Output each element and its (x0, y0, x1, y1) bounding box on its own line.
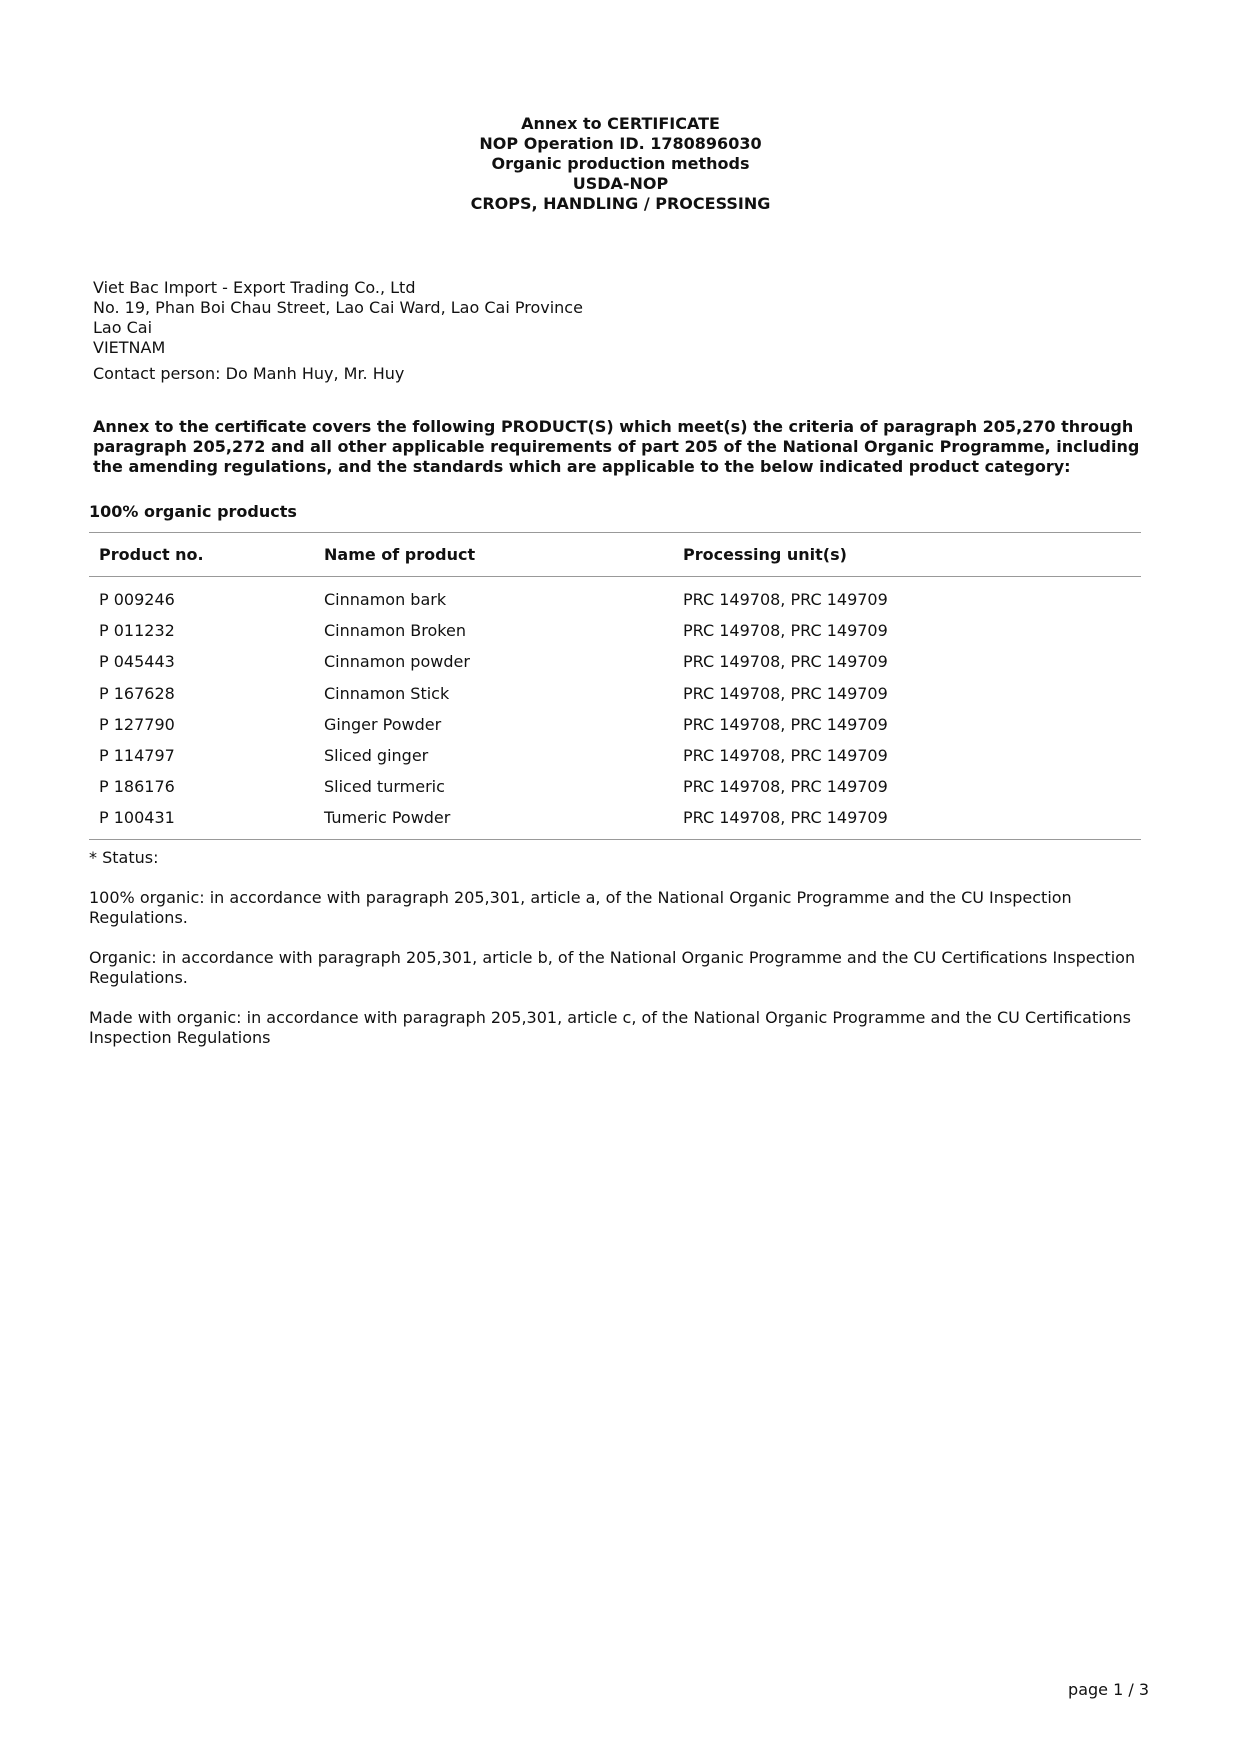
table-row (89, 678, 1141, 709)
processing-units: PRC 149708, PRC 149709 (683, 621, 888, 641)
note-made-with-organic: Made with organic: in accordance with paragraph 205,301, article c, of the National Organic Programme and the CU Certifications Inspection Regulations (89, 1008, 1131, 1047)
operator-company: Viet Bac Import - Export Trading Co., Ltd (93, 278, 416, 297)
operator-country: VIETNAM (93, 338, 166, 357)
column-header-processing-units: Processing unit(s) (683, 545, 847, 564)
document-header (0, 114, 1241, 214)
processing-units: PRC 149708, PRC 149709 (683, 683, 888, 703)
operator-city: Lao Cai (93, 318, 153, 337)
table-row (89, 802, 1141, 833)
note-organic: Organic: in accordance with paragraph 205,301, article b, of the National Organic Programme and the CU Certifications Inspection Regulations. (89, 948, 1136, 987)
product-name: Cinnamon Stick (324, 683, 450, 703)
operator-address (93, 278, 583, 358)
header-operation-id: NOP Operation ID. 1780896030 (479, 134, 762, 153)
table-row (89, 740, 1141, 771)
processing-units: PRC 149708, PRC 149709 (683, 777, 888, 797)
product-category: 100% organic products (89, 502, 297, 521)
processing-units: PRC 149708, PRC 149709 (683, 745, 888, 765)
table-row (89, 615, 1141, 646)
product-no: P 100431 (99, 808, 175, 828)
note-100-organic: 100% organic: in accordance with paragraph 205,301, article a, of the National Organic Programme and the CU Inspection Regulations. (89, 888, 1072, 927)
product-name: Ginger Powder (324, 714, 442, 734)
header-title: Annex to CERTIFICATE (521, 114, 720, 133)
header-production-methods: Organic production methods (491, 154, 750, 173)
processing-units: PRC 149708, PRC 149709 (683, 714, 888, 734)
processing-units: PRC 149708, PRC 149709 (683, 590, 888, 609)
intro-paragraph: Annex to the certificate covers the following PRODUCT(S) which meet(s) the criteria of paragraph 205,270 through paragraph 205,272 and all other applicable requirements of part 205 of the National Organic Programme, including the amending regulations, and the standards which are applicable to the below indicated product category: (93, 417, 1140, 476)
table-row (89, 646, 1141, 677)
product-name: Tumeric Powder (324, 808, 451, 828)
header-standard: USDA-NOP (572, 174, 669, 193)
product-name: Cinnamon Broken (324, 621, 466, 641)
product-no: P 186176 (99, 777, 175, 797)
processing-units: PRC 149708, PRC 149709 (683, 808, 888, 828)
product-name: Cinnamon powder (324, 652, 470, 672)
status-notes (89, 848, 1154, 1068)
operator-street: No. 19, Phan Boi Chau Street, Lao Cai Ward, Lao Cai Province (93, 298, 583, 317)
header-scope: CROPS, HANDLING / PROCESSING (470, 194, 771, 213)
product-no: P 167628 (99, 683, 175, 703)
product-no: P 127790 (99, 714, 175, 734)
product-no: P 011232 (99, 621, 175, 641)
contact-person: Contact person: Do Manh Huy, Mr. Huy (93, 364, 405, 383)
table-header (89, 533, 1141, 577)
product-no: P 045443 (99, 652, 175, 672)
status-label: * Status: (89, 848, 159, 867)
product-name: Sliced turmeric (324, 777, 445, 797)
processing-units: PRC 149708, PRC 149709 (683, 652, 888, 672)
product-no: P 114797 (99, 745, 175, 765)
column-header-name: Name of product (324, 545, 476, 564)
product-name: Cinnamon bark (324, 590, 447, 609)
table-body (89, 577, 1141, 839)
products-table (89, 532, 1141, 840)
table-row (89, 709, 1141, 740)
column-header-product-no: Product no. (99, 545, 204, 564)
table-row (89, 771, 1141, 802)
product-name: Sliced ginger (324, 745, 429, 765)
table-row (89, 584, 1141, 615)
product-no: P 009246 (99, 590, 175, 609)
page-number: page 1 / 3 (1068, 1680, 1149, 1699)
